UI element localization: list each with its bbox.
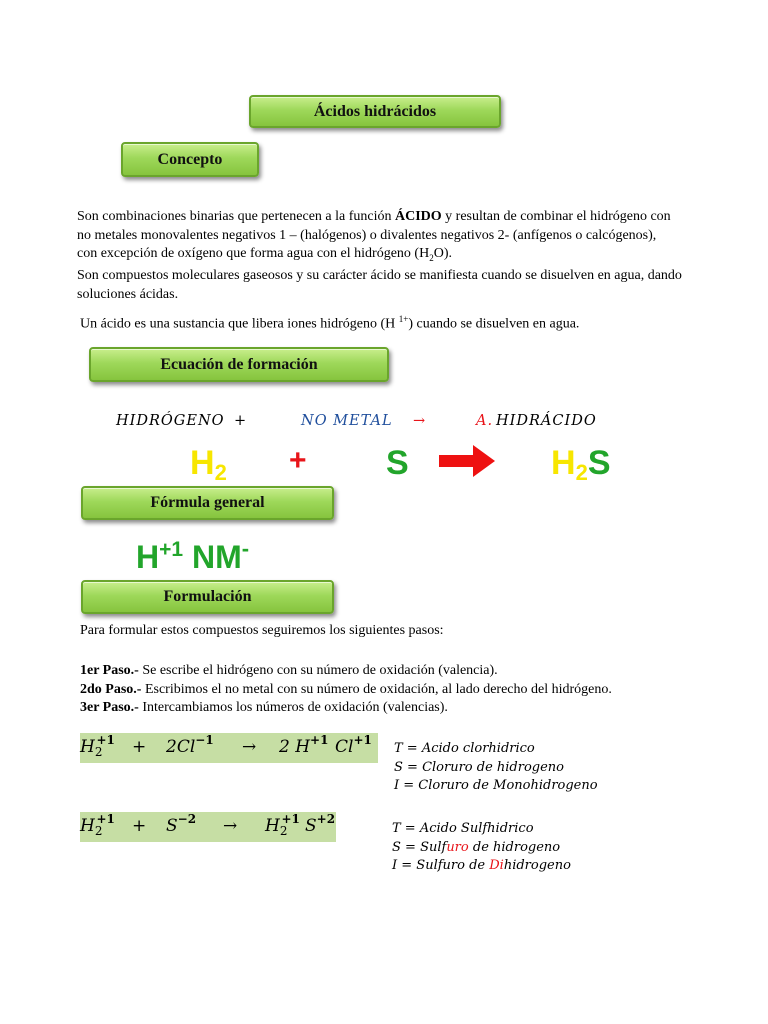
- example-2-equation: $H_2^{+1}$ + $S^{-2}$ → $H_2^{+1}$ $S^{+2}$: [80, 812, 336, 838]
- concepto-box: [121, 142, 259, 177]
- ecuacion-box: [89, 347, 389, 382]
- plus-sign: +: [289, 444, 307, 477]
- formula-general-heading: Fórmula general: [150, 494, 265, 511]
- product-h2s: $H_2S$: [551, 444, 611, 485]
- step-1: 1er Paso.- Se escribe el hidrógeno con su número de oxidación (valencia).: [80, 663, 498, 678]
- word-plus: +: [234, 413, 248, 429]
- example-2-stock: S = Sulfuro de hidrogeno: [392, 839, 561, 855]
- example-2-iupac: I = Sulfuro de Dihidrogeno: [392, 858, 571, 873]
- main-title: Ácidos hidrácidos: [313, 102, 437, 120]
- example-1-iupac: I = Cloruro de Monohidrogeno: [394, 778, 598, 793]
- concept-line-5: soluciones ácidas.: [77, 286, 179, 302]
- word-acido-a: A.: [476, 413, 494, 429]
- formula-general-box: [81, 486, 334, 520]
- formulacion-box: [81, 580, 334, 614]
- steps-intro: Para formular estos compuestos seguiremos los siguientes pasos:: [80, 623, 444, 638]
- word-no-metal: NO METAL: [301, 413, 393, 429]
- steps-list: [80, 662, 612, 718]
- example-2-names: [392, 820, 571, 876]
- word-hidrogeno: HIDRÓGENO: [116, 413, 225, 429]
- word-hidracido: HIDRÁCIDO: [496, 413, 597, 429]
- concept-line-1: Son combinaciones binarias que pertenecen a la función ÁCIDO y resultan de combinar el hidrógeno con: [77, 209, 671, 224]
- acid-definition: Un ácido es una sustancia que libera iones hidrógeno (H $^{1+}$) cuando se disuelven en agua.: [80, 314, 580, 332]
- example-1-traditional: T = Acido clorhidrico: [394, 741, 535, 756]
- formulacion-heading: Formulación: [163, 588, 252, 605]
- main-title-box: [249, 95, 501, 128]
- concepto-heading: Concepto: [157, 150, 223, 168]
- step-2: 2do Paso.- Escribimos el no metal con su número de oxidación, al lado derecho del hidrógeno.: [80, 681, 612, 697]
- example-1-equation: $H_2^{+1}$ + $2Cl^{-1}$ → 2 $H^{+1}$ $Cl^{+1}$: [80, 733, 372, 759]
- word-arrow: →: [413, 413, 427, 429]
- example-1-stock: S = Cloruro de hidrogeno: [394, 759, 565, 775]
- example-1-names: [394, 740, 598, 796]
- reactant-h2: $H_2$: [190, 444, 227, 485]
- concept-line-3: con excepción de oxígeno que forma agua con el hidrógeno $(H_2O)$.: [77, 246, 452, 263]
- example-2-traditional: T = Acido Sulfhidrico: [392, 821, 534, 836]
- general-formula: $H^{+1}$ NM-: [136, 536, 250, 575]
- reaction-arrow-icon: [437, 443, 497, 479]
- concept-line-2: no metales monovalentes negativos 1 – (halógenos) o divalentes negativos 2- (anfígenos o calcógenos),: [77, 227, 657, 243]
- ecuacion-heading: Ecuación de formación: [160, 355, 318, 373]
- concept-line-4: Son compuestos moleculares gaseosos y su carácter ácido se manifiesta cuando se disuelven en agua, dando: [77, 268, 682, 284]
- step-3: 3er Paso.- Intercambiamos los números de oxidación (valencias).: [80, 700, 448, 715]
- reactant-s: S: [386, 444, 409, 482]
- concept-paragraph: [77, 208, 682, 304]
